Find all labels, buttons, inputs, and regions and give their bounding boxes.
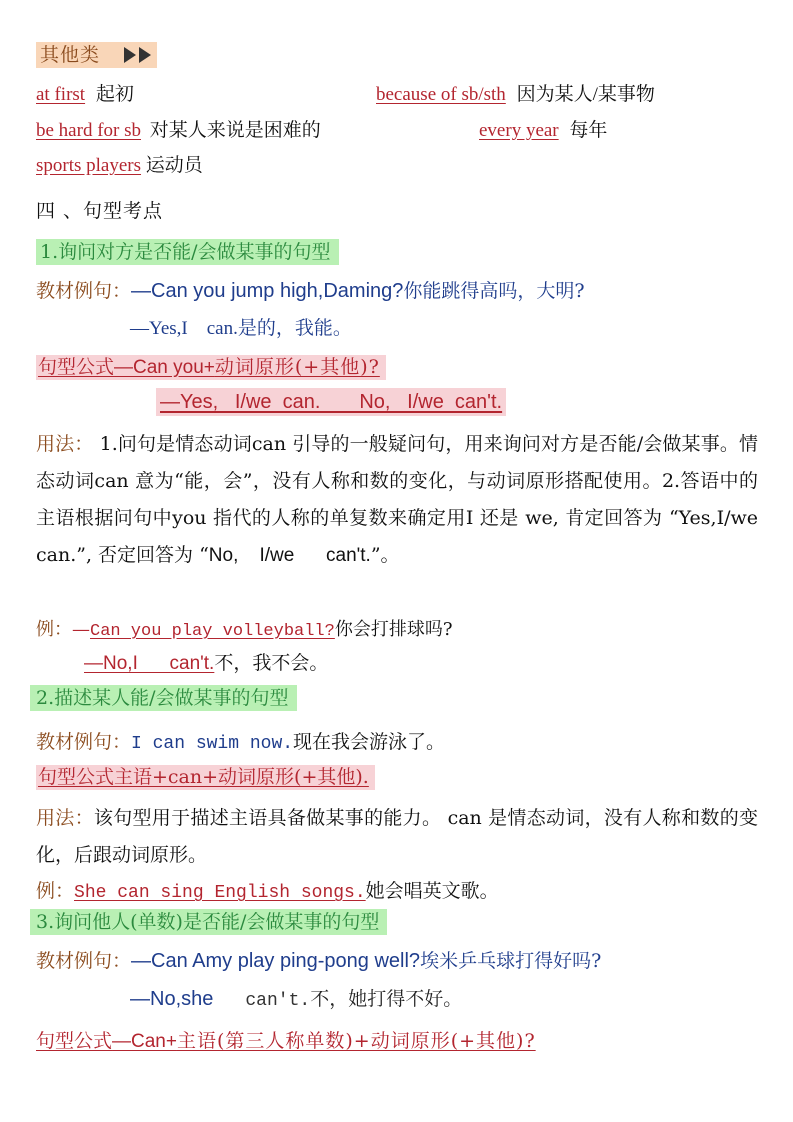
pattern3-example-answer: —No,she can't.不，她打得不好。 (130, 988, 463, 1011)
phrase-because-of: because of sb/sth 因为某人/某事物 (376, 84, 655, 105)
pattern1-example-answer-line: —No,I can't.不，我不会。 (84, 652, 329, 674)
pattern3-formula: 句型公式—Can+主语(第三人称单数)+动词原形(+其他)? (36, 1030, 536, 1052)
phrase-be-hard-for: be hard for sb 对某人来说是困难的 (36, 120, 321, 141)
pattern2-heading: 2.描述某人能/会做某事的句型 (30, 685, 297, 711)
section-other-label: 其他类 (36, 42, 157, 68)
pattern3-example-question: 教材例句：—Can Amy play ping-pong well?埃米乒乓球打得好吗? (36, 950, 602, 972)
pattern1-heading: 1.询问对方是否能/会做某事的句型 (36, 239, 339, 265)
pattern1-example-question: 教材例句：—Can you jump high,Daming?你能跳得高吗，大明? (36, 280, 585, 302)
pattern1-formula: 句型公式—Can you+动词原形(+其他)? (36, 354, 386, 381)
phrase-every-year: every year 每年 (479, 120, 608, 141)
section-four-title: 四 、句型考点 (36, 200, 164, 222)
pattern1-example-answer: —Yes,I can.是的，我能。 (130, 318, 352, 339)
pattern2-example-sentence: 例：She can sing English songs.她会唱英文歌。 (36, 880, 499, 903)
pattern1-formula-answer: —Yes, I/we can. No, I/we can't. (156, 389, 506, 416)
pattern1-example: 例：—Can you play volleyball?你会打排球吗? (36, 619, 453, 641)
pattern2-usage: 用法：该句型用于描述主语具备做某事的能力。 can 是情态动词，没有人称和数的变化，后跟动词原形。 (36, 807, 758, 866)
pattern2-example: 教材例句：I can swim now.现在我会游泳了。 (36, 731, 446, 754)
double-triangle-right-icon (121, 44, 151, 66)
pattern2-formula: 句型公式主语+can+动词原形(+其他). (36, 764, 375, 790)
phrase-at-first: at first 起初 (36, 84, 134, 105)
pattern3-heading: 3.询问他人(单数)是否能/会做某事的句型 (30, 909, 387, 935)
phrase-sports-players: sports players 运动员 (36, 155, 203, 176)
pattern1-usage: 用法： 1.问句是情态动词can 引导的一般疑问句，用来询问对方是否能/会做某事。情态动词can 意为“能，会”，没有人称和数的变化，与动词原形搭配使用。2.答语中的主语根据问句中you 指代的人称的单复数来确定用I 还是 we, 肯定回答为 “Yes,I/we can.”, 否定回答为 “No, I/we can't.”。 (36, 433, 758, 566)
section-other-heading (36, 42, 157, 68)
